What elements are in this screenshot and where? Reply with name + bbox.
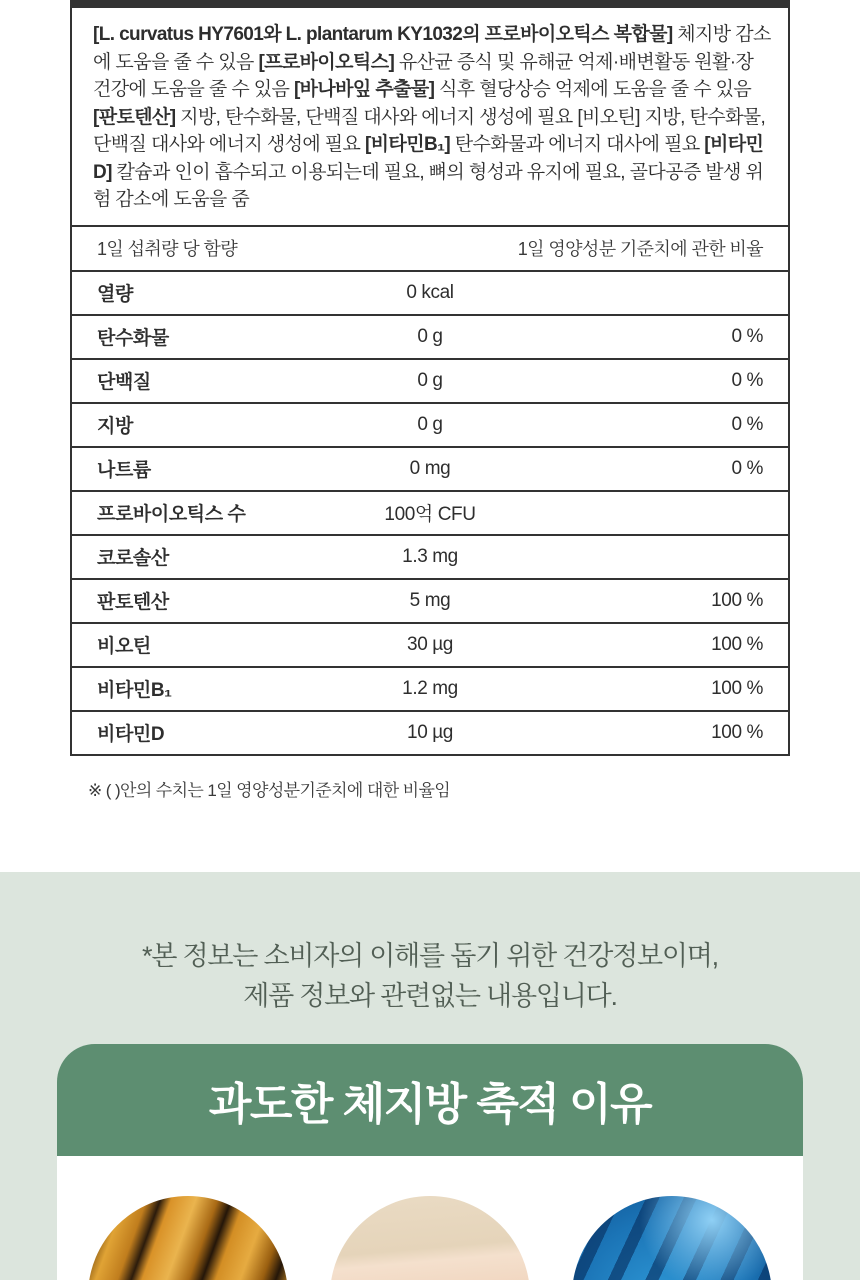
nutrient-amount: 0 g bbox=[417, 369, 443, 391]
nutrient-name: 지방 bbox=[97, 416, 133, 437]
nutrient-amount: 100억 CFU bbox=[384, 504, 476, 525]
nutrient-amount: 0 kcal bbox=[406, 281, 454, 303]
section-banner bbox=[57, 1044, 803, 1156]
nutrient-name: 비오틴 bbox=[97, 636, 151, 657]
nutrient-percent: 0 % bbox=[731, 369, 763, 391]
desc-segment: 체지방 감소에 도움을 줄 수 있음 bbox=[93, 24, 771, 73]
desc-segment: 칼슘과 인이 흡수되고 이용되는데 필요, 뼈의 형성과 유지에 필요, 골다공증 발생 위험 감소에 도움을 줌 bbox=[93, 161, 764, 210]
nutrient-row-corosolic-acid bbox=[72, 534, 788, 578]
nutrient-row-biotin bbox=[72, 622, 788, 666]
desc-segment: [비타민D] bbox=[93, 134, 764, 183]
nutrient-name: 탄수화물 bbox=[97, 328, 169, 349]
desc-segment: [판토텐산] bbox=[93, 106, 176, 128]
banner-title: 과도한 체지방 축적 이유 bbox=[208, 1080, 652, 1129]
nutrient-name: 판토텐산 bbox=[97, 592, 169, 613]
nutrient-name: 코로솔산 bbox=[97, 548, 169, 569]
nutrient-amount: 1.2 mg bbox=[402, 677, 458, 699]
nutrient-percent: 100 % bbox=[711, 633, 763, 655]
microscopic-fat-cells-photo bbox=[572, 1196, 772, 1280]
nutrition-facts-box bbox=[70, 0, 790, 756]
nutrient-name: 나트륨 bbox=[97, 460, 151, 481]
nutrient-row-vitamin-b1 bbox=[72, 666, 788, 710]
desc-segment: 탄수화물과 에너지 대사에 필요 bbox=[450, 134, 705, 155]
nutrient-name: 비타민D bbox=[97, 724, 165, 745]
nutrient-name: 단백질 bbox=[97, 372, 151, 393]
nutrient-amount: 1.3 mg bbox=[402, 545, 458, 567]
body-fat-info-card bbox=[57, 1044, 803, 1280]
nutrient-row-pantothenic-acid bbox=[72, 578, 788, 622]
nutrient-amount: 30 µg bbox=[407, 633, 453, 655]
desc-segment: [비타민B₁] bbox=[364, 134, 451, 155]
nutrient-amount: 0 mg bbox=[409, 457, 451, 479]
desc-segment: [L. curvatus HY7601와 L. plantarum KY1032의 프로바이오틱스 복합물] bbox=[93, 24, 673, 45]
nutrient-percent: 100 % bbox=[711, 721, 763, 743]
nutrient-name: 프로바이오틱스 수 bbox=[97, 504, 246, 525]
nutrient-percent: 0 % bbox=[731, 457, 763, 479]
desc-segment: [프로바이오틱스] bbox=[258, 51, 395, 73]
nutrient-amount: 0 g bbox=[417, 413, 443, 435]
desc-segment: 식후 혈당상승 억제에 도움을 줄 수 있음 bbox=[434, 79, 752, 100]
consumer-info-disclaimer bbox=[0, 936, 860, 1016]
nutrient-row-sodium bbox=[72, 446, 788, 490]
desc-segment: [바나바잎 추출물] bbox=[293, 79, 435, 100]
nutrient-row-protein bbox=[72, 358, 788, 402]
nutrient-percent: 100 % bbox=[711, 589, 763, 611]
nutrient-amount: 5 mg bbox=[409, 589, 451, 611]
functional-ingredients-description bbox=[72, 8, 788, 225]
desc-segment: 유산균 증식 및 유해균 억제·배변활동 원활·장 건강에 도움을 줄 수 있음 bbox=[93, 51, 754, 100]
desc-segment: 지방, 탄수화물, 단백질 대사와 에너지 생성에 필요 [비오틴] 지방, 탄수화물, 단백질 대사와 에너지 생성에 필요 bbox=[93, 106, 766, 155]
nutrient-row-fat bbox=[72, 402, 788, 446]
nutrient-row-calories bbox=[72, 270, 788, 314]
nutrient-name: 비타민B₁ bbox=[97, 680, 172, 701]
nutrient-percent: 0 % bbox=[731, 325, 763, 347]
nutrient-row-vitamin-d bbox=[72, 710, 788, 754]
nutrient-percent: 100 % bbox=[711, 677, 763, 699]
belly-fat-pinch-photo bbox=[330, 1196, 530, 1280]
header-daily-value-ratio: 1일 영양성분 기준치에 관한 비율 bbox=[517, 239, 763, 259]
nutrient-row-carbohydrate bbox=[72, 314, 788, 358]
nutrient-amount: 10 µg bbox=[407, 721, 453, 743]
nutrient-row-probiotics-count bbox=[72, 490, 788, 534]
disclaimer-line-2: 제품 정보와 관련없는 내용입니다. bbox=[243, 981, 617, 1011]
nutrient-percent: 0 % bbox=[731, 413, 763, 435]
daily-value-footnote: ※ ( )안의 수치는 1일 영양성분기준치에 대한 비율임 bbox=[88, 780, 451, 800]
card-body bbox=[57, 1156, 803, 1280]
fried-chicken-photo bbox=[88, 1196, 288, 1280]
health-info-section bbox=[0, 872, 860, 1280]
nutrient-amount: 0 g bbox=[417, 325, 443, 347]
disclaimer-line-1: *본 정보는 소비자의 이해를 돕기 위한 건강정보이며, bbox=[142, 941, 718, 971]
nutrient-name: 열량 bbox=[97, 284, 133, 305]
table-header-row bbox=[72, 225, 788, 270]
header-amount-per-serving: 1일 섭취량 당 함량 bbox=[97, 239, 238, 259]
